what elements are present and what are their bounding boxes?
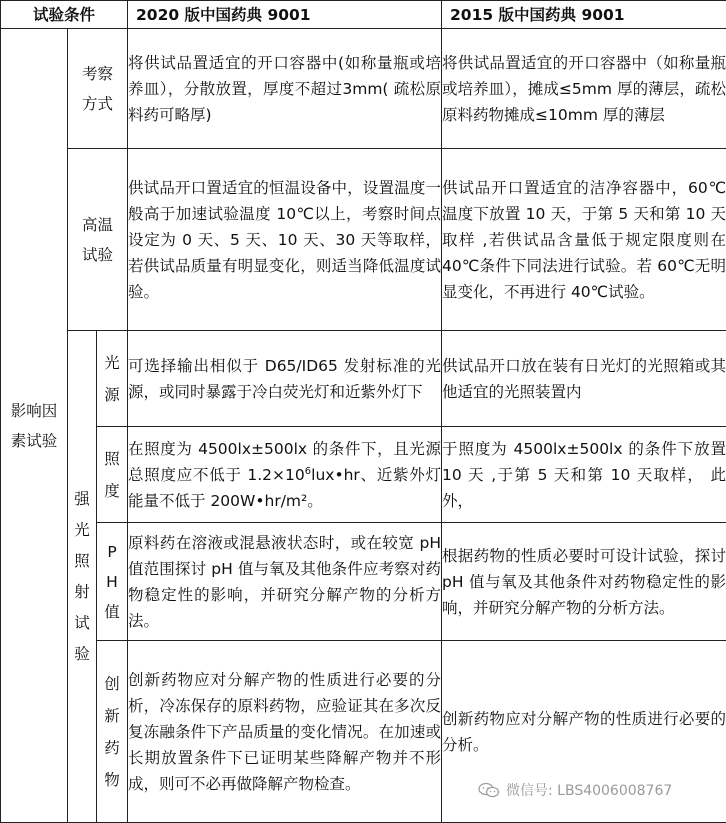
label-illuminance: 照度	[97, 427, 128, 523]
header-2015: 2015 版中国药典 9001	[442, 1, 726, 29]
illuminance-2015: 于照度为 4500lx±500lx 的条件下放置 10 天 ,于第 5 天和第 10 天取样， 此外，	[442, 427, 726, 523]
row-ph	[1, 523, 726, 641]
row-light-source	[1, 331, 726, 427]
ph-2015: 根据药物的性质必要时可设计试验，探讨 pH 值与氧及其他条件对药物稳定性的影响，并研究分解产物的分析方法。	[442, 523, 726, 641]
method-2020: 将供试品置适宜的开口容器中(如称量瓶或培养皿），分散放置，厚度不超过3mm( 疏松原料药可略厚)	[128, 29, 442, 149]
wechat-icon	[478, 782, 500, 798]
label-light-source: 光源	[97, 331, 128, 427]
watermark	[478, 780, 672, 800]
row-illuminance	[1, 427, 726, 523]
header-2020: 2020 版中国药典 9001	[128, 1, 442, 29]
high-temp-2020: 供试品开口置适宜的恒温设备中，设置温度一般高于加速试验温度 10℃以上，考察时间点设定为 0 天、5 天、10 天、30 天等取样，若供试品质量有明显变化，则适当降低温度试验。	[128, 149, 442, 331]
illuminance-2020: 在照度为 4500lx±500lx 的条件下，且光源总照度应不低于 $1.2\times 10^6lux•hr$、近紫外灯能量不低于 200W•hr/m²。	[128, 427, 442, 523]
label-method: 考察方式	[68, 29, 128, 149]
row-method	[1, 29, 726, 149]
watermark-text: 微信号: LBS4006008767	[506, 783, 673, 799]
label-high-temp: 高温试验	[68, 149, 128, 331]
group-label-influence: 影响因素试验	[1, 29, 68, 823]
label-new-drug: 创新药物	[97, 641, 128, 823]
row-high-temp	[1, 149, 726, 331]
light-source-2020: 可选择输出相似于 D65/ID65 发射标准的光源，或同时暴露于冷白荧光灯和近紫外灯下	[128, 331, 442, 427]
new-drug-2020: 创新药物应对分解产物的性质进行必要的分析，冷冻保存的原料药物，应验证其在多次反复冻融条件下产品质量的变化情况。在加速或长期放置条件下已证明某些降解产物并不形成，则可不必再做降解产物检查。	[128, 641, 442, 823]
ph-2020: 原料药在溶液或混悬液状态时，或在较宽 pH 值范围探讨 pH 值与氧及其他条件应考察对药物稳定性的影响，并研究分解产物的分析方法。	[128, 523, 442, 641]
light-source-2015: 供试品开口放在装有日光灯的光照箱或其他适宜的光照装置内	[442, 331, 726, 427]
group-label-light: 强光照射试验	[68, 331, 97, 823]
method-2015: 将供试品置适宜的开口容器中（如称量瓶或培养皿），摊成≤5mm 厚的薄层，疏松原料药物摊成≤10mm 厚的薄层	[442, 29, 726, 149]
label-ph: PH值	[97, 523, 128, 641]
new-drug-2015: 创新药物应对分解产物的性质进行必要的分析。	[442, 641, 726, 823]
header-row	[1, 1, 726, 29]
high-temp-2015: 供试品开口置适宜的洁净容器中，60℃温度下放置 10 天，于第 5 天和第 10 天取样 ,若供试品含量低于规定限度则在 40℃条件下同法进行试验。若 60℃无明显变化，不再进行 40℃试验。	[442, 149, 726, 331]
header-conditions: 试验条件	[1, 1, 128, 29]
